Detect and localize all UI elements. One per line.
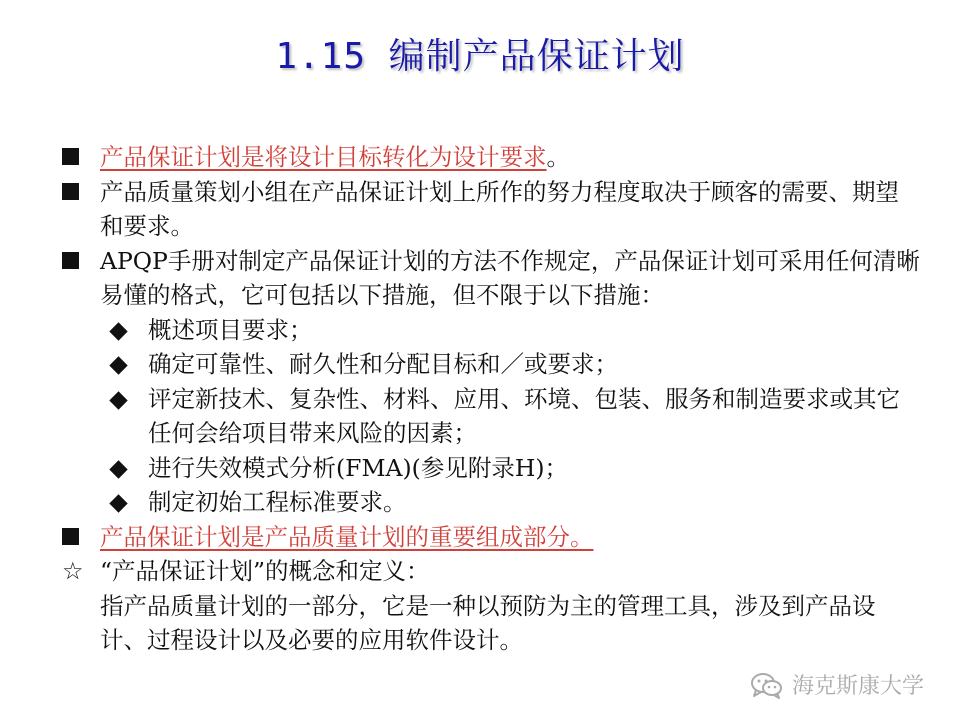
slide-title: 1.15 编制产品保证计划 <box>275 36 685 77</box>
wechat-icon <box>750 671 784 699</box>
diamond-bullet-icon <box>110 347 125 382</box>
sub-bullet-item <box>60 382 920 451</box>
diamond-bullet-icon <box>110 451 125 486</box>
diamond-bullet-icon <box>110 382 125 417</box>
highlighted-text: 产品保证计划是产品质量计划的重要组成部分。 <box>100 522 594 551</box>
highlighted-text: 产品保证计划是将设计目标转化为设计要求 <box>100 143 547 171</box>
square-bullet-icon <box>62 175 79 210</box>
diamond-bullet-icon <box>110 313 125 348</box>
bullet-item <box>60 520 920 555</box>
definition-body-block <box>60 589 920 658</box>
definition-item <box>60 554 920 589</box>
square-bullet-icon <box>62 244 79 279</box>
definition-body: 指产品质量计划的一部分，它是一种以预防为主的管理工具，涉及到产品设计、过程设计以及必要的应用软件设计。 <box>100 591 876 654</box>
bullet-text-tail: 。 <box>546 143 570 171</box>
watermark-text: 海克斯康大学 <box>791 674 924 699</box>
square-bullet-icon <box>62 520 79 555</box>
diamond-bullet-icon <box>110 485 125 520</box>
sub-bullet-item <box>60 485 920 520</box>
bullet-item <box>60 244 920 313</box>
bullet-text: APQP手册对制定产品保证计划的方法不作规定，产品保证计划可采用任何清晰易懂的格式，它可包括以下措施，但不限于以下措施： <box>100 246 920 309</box>
bullet-text: 产品质量策划小组在产品保证计划上所作的努力程度取决于顾客的需要、期望和要求。 <box>100 177 899 240</box>
sub-bullet-text: 制定初始工程标准要求。 <box>148 488 407 516</box>
sub-bullet-item <box>60 313 920 348</box>
sub-bullet-text: 概述项目要求； <box>148 315 313 344</box>
sub-bullet-text: 评定新技术、复杂性、材料、应用、环境、包装、服务和制造要求或其它任何会给项目带来风险的因素； <box>148 384 900 447</box>
slide-body <box>60 140 920 658</box>
bullet-item <box>60 175 920 244</box>
sub-bullet-text: 确定可靠性、耐久性和分配目标和／或要求； <box>148 350 618 378</box>
sub-bullet-text: 进行失效模式分析(FMA)(参见附录H)； <box>148 453 569 482</box>
sub-bullet-item <box>60 451 920 486</box>
bullet-item <box>60 140 920 175</box>
star-bullet-icon: ☆ <box>62 557 84 585</box>
watermark <box>750 669 924 700</box>
definition-heading: “产品保证计划”的概念和定义： <box>100 557 430 585</box>
square-bullet-icon <box>62 140 79 175</box>
sub-bullet-item <box>60 347 920 382</box>
